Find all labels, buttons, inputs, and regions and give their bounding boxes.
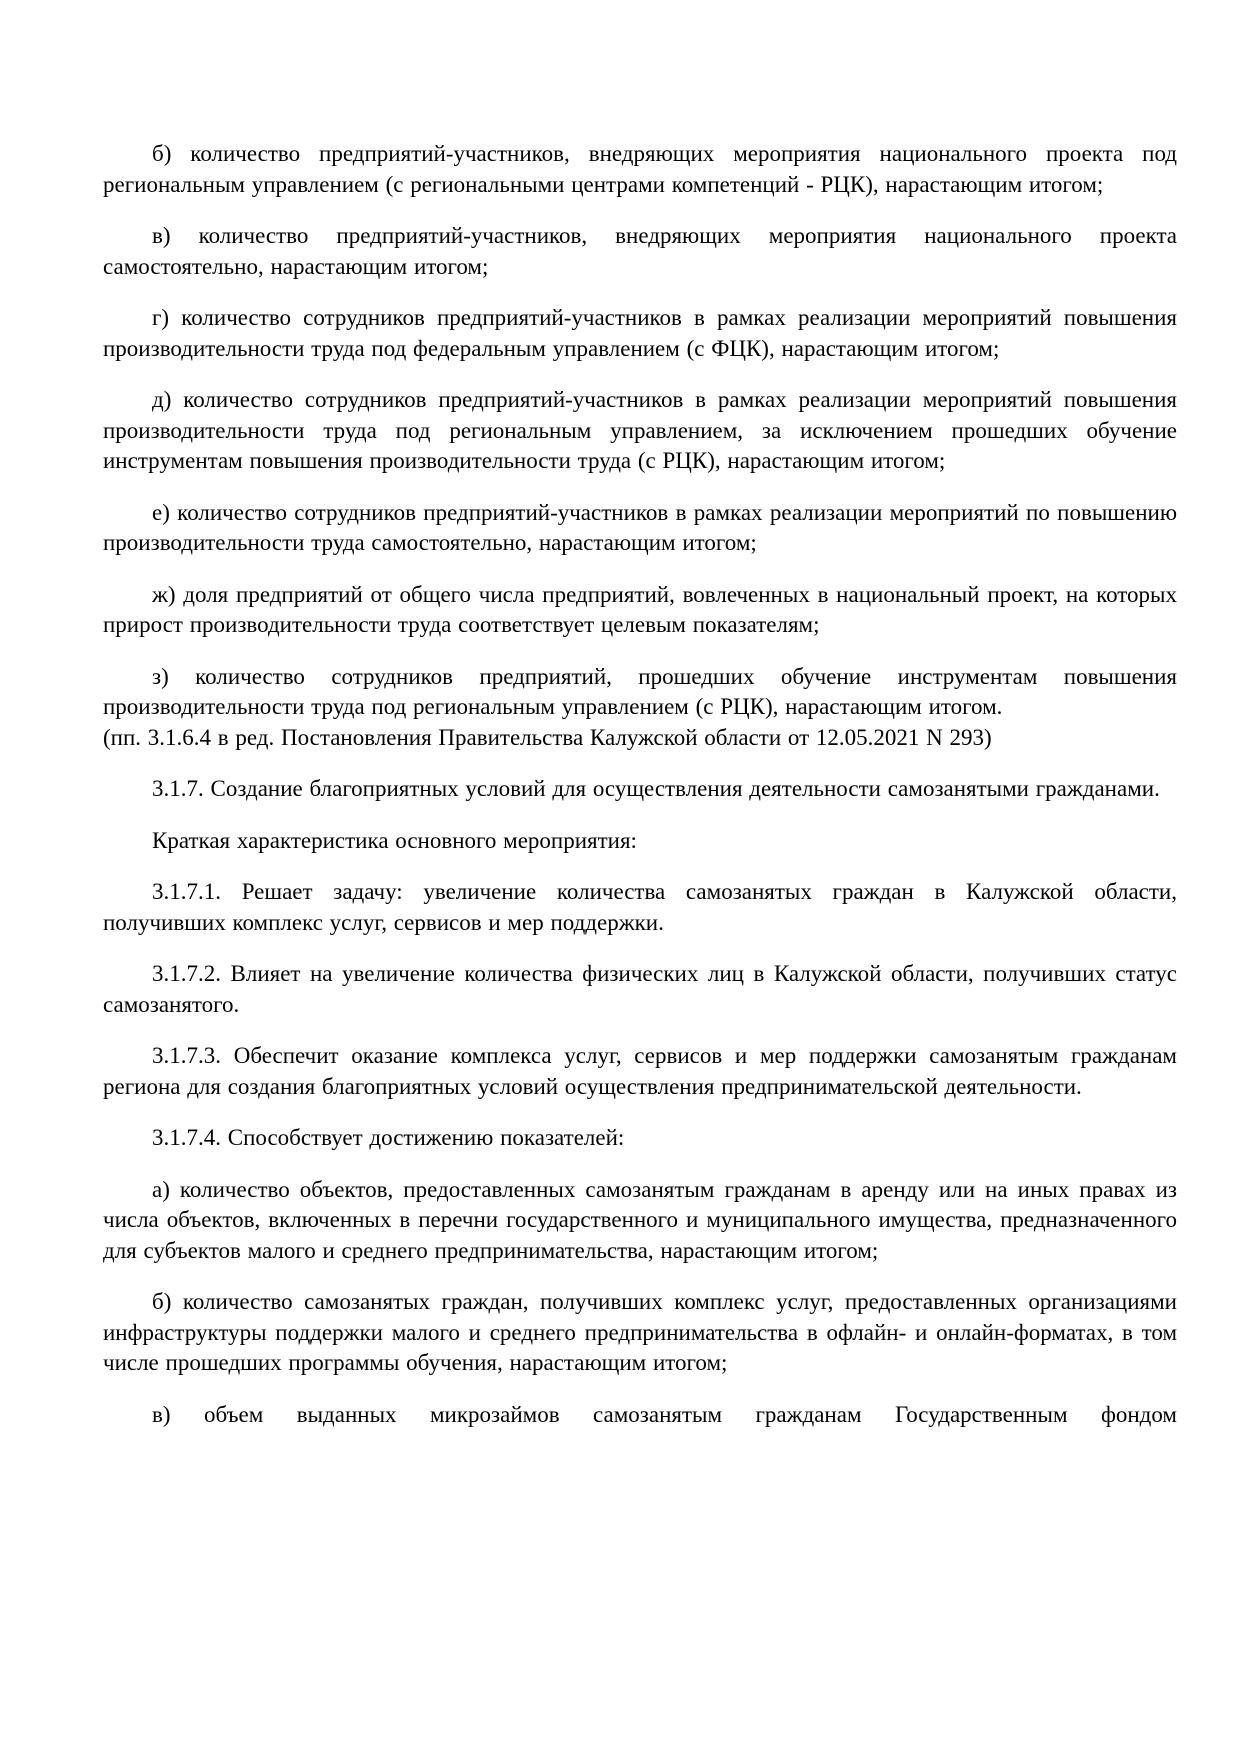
item-b-7-4: б) количество самозанятых граждан, получивших комплекс услуг, предоставленных организациями инфраструктуры поддержки малого и среднего предпринимательства в офлайн- и онлайн-форматах, в том числе прошедших программы обучения, нарастающим итогом; bbox=[103, 1289, 1177, 1375]
document-body bbox=[103, 139, 1177, 1430]
item-e-6-4: е) количество сотрудников предприятий-участников в рамках реализации мероприятий по повышению производительности труда самостоятельно, нарастающим итогом; bbox=[103, 499, 1177, 555]
section-3-1-7-2: 3.1.7.2. Влияет на увеличение количества физических лиц в Калужской области, получивших статус самозанятого. bbox=[103, 961, 1177, 1017]
item-v-6-4: в) количество предприятий-участников, внедряющих мероприятия национального проекта самостоятельно, нарастающим итогом; bbox=[103, 223, 1177, 279]
item-a-7-4: а) количество объектов, предоставленных самозанятым гражданам в аренду или на иных правах из числа объектов, включенных в перечни государственного и муниципального имущества, предназначенного для субъектов малого и среднего предпринимательства, нарастающим итогом; bbox=[103, 1176, 1177, 1263]
section-3-1-7-4: 3.1.7.4. Способствует достижению показателей: bbox=[152, 1125, 625, 1150]
item-b-6-4: б) количество предприятий-участников, внедряющих мероприятия национального проекта под региональным управлением (с региональными центрами компетенций - РЦК), нарастающим итогом; bbox=[103, 141, 1177, 197]
brief-description-heading: Краткая характеристика основного мероприятия: bbox=[152, 827, 637, 853]
item-v-7-4: в) объем выданных микрозаймов самозанятым гражданам Государственным фондом bbox=[152, 1401, 1177, 1427]
section-3-1-7-1: 3.1.7.1. Решает задачу: увеличение количества самозанятых граждан в Калужской области, получивших комплекс услуг, сервисов и мер поддержки. bbox=[103, 879, 1177, 935]
item-g-6-4: г) количество сотрудников предприятий-участников в рамках реализации мероприятий повышения производительности труда под федеральным управлением (с ФЦК), нарастающим итогом; bbox=[103, 305, 1177, 361]
item-d-6-4: д) количество сотрудников предприятий-участников в рамках реализации мероприятий повышения производительности труда под региональным управлением, за исключением прошедших обучение инструментам повышения производительности труда (с РЦК), нарастающим итогом; bbox=[103, 387, 1177, 473]
item-zh-6-4: ж) доля предприятий от общего числа предприятий, вовлеченных в национальный проект, на которых прирост производительности труда соответствует целевым показателям; bbox=[103, 581, 1177, 637]
section-3-1-7: 3.1.7. Создание благоприятных условий для осуществления деятельности самозанятыми гражданами. bbox=[152, 776, 1160, 801]
amendment-note: (пп. 3.1.6.4 в ред. Постановления Правительства Калужской области от 12.05.2021 N 293) bbox=[103, 724, 992, 750]
item-z-6-4: з) количество сотрудников предприятий, прошедших обучение инструментам повышения производительности труда под региональным управлением (с РЦК), нарастающим итогом. bbox=[103, 663, 1177, 719]
section-3-1-7-3: 3.1.7.3. Обеспечит оказание комплекса услуг, сервисов и мер поддержки самозанятым гражданам региона для создания благоприятных условий осуществления предпринимательской деятельности. bbox=[103, 1043, 1177, 1099]
